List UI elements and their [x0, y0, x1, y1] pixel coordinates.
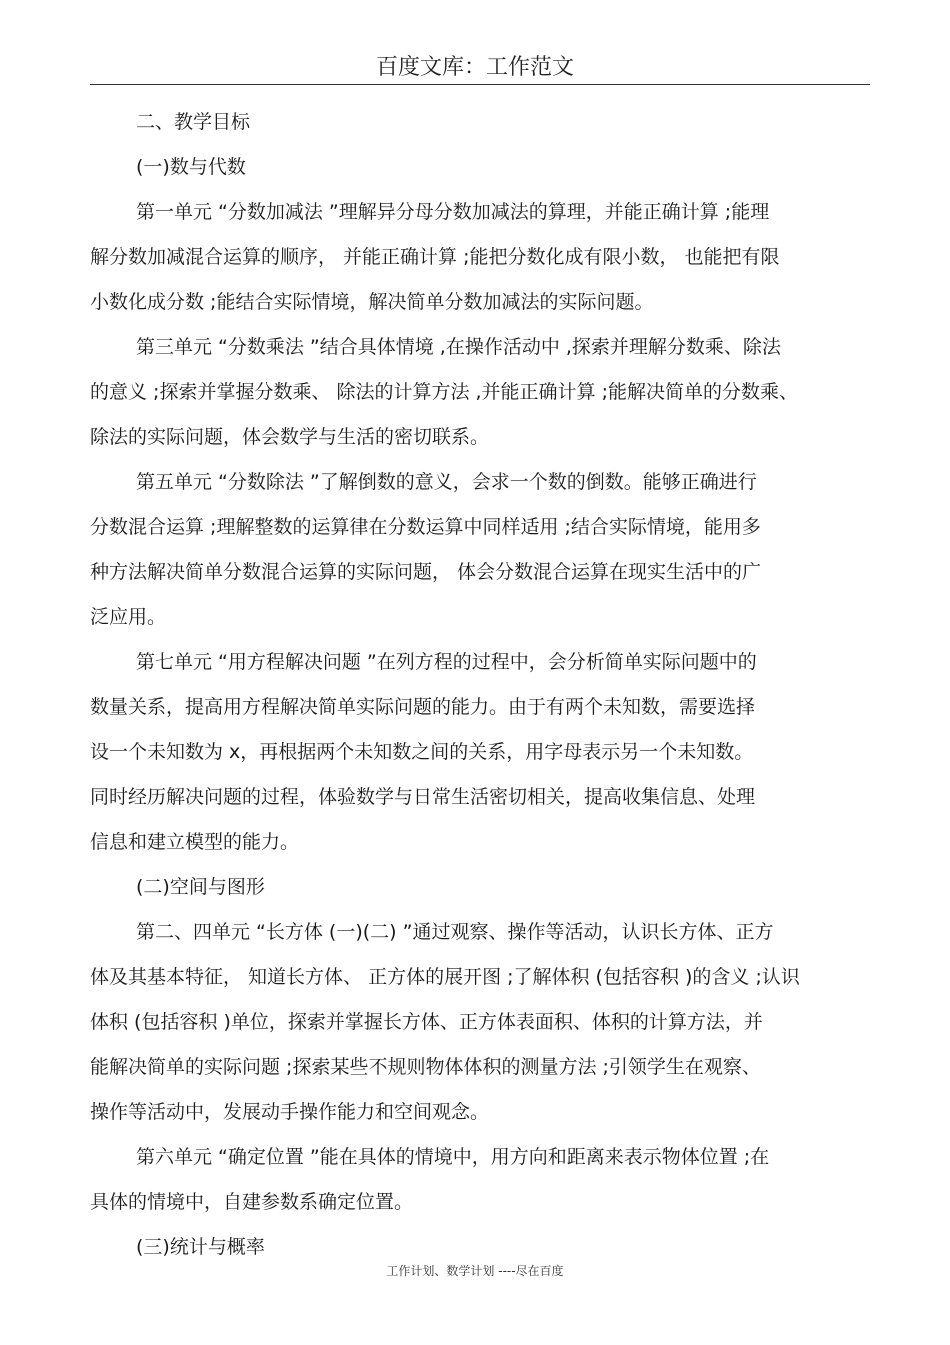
- paragraph-line: 信息和建立模型的能力。: [90, 831, 300, 853]
- paragraph-line: 分数混合运算 ;理解整数的运算律在分数运算中同样适用 ;结合实际情境，能用多: [90, 516, 761, 538]
- paragraph-line: 设一个未知数为 x，再根据两个未知数之间的关系，用字母表示另一个未知数。: [90, 741, 754, 763]
- paragraph-line: 种方法解决简单分数混合运算的实际问题， 体会分数混合运算在现实生活中的广: [90, 561, 762, 583]
- paragraph-line: 第七单元 “用方程解决问题 ”在列方程的过程中，会分析简单实际问题中的: [136, 651, 757, 673]
- paragraph-line: 第二、四单元 “长方体 (一)(二) ”通过观察、操作等活动，认识长方体、正方: [136, 921, 774, 943]
- header-divider: [90, 84, 870, 85]
- paragraph-line: 数量关系，提高用方程解决简单实际问题的能力。由于有两个未知数，需要选择: [90, 696, 756, 718]
- paragraph-line: 小数化成分数 ;能结合实际情境，解决简单分数加减法的实际问题。: [90, 291, 654, 313]
- paragraph-line: 同时经历解决问题的过程，体验数学与日常生活密切相关，提高收集信息、处理: [90, 786, 756, 808]
- paragraph-line: 第五单元 “分数除法 ”了解倒数的意义，会求一个数的倒数。能够正确进行: [136, 471, 757, 493]
- section-heading: 二、教学目标: [136, 111, 251, 133]
- body-text: [90, 100, 875, 1270]
- subsection-heading: (二)空间与图形: [136, 876, 265, 898]
- page-header-title: 百度文库：工作范文: [375, 55, 574, 80]
- paragraph-line: 第六单元 “确定位置 ”能在具体的情境中，用方向和距离来表示物体位置 ;在: [136, 1146, 770, 1168]
- paragraph-line: 第三单元 “分数乘法 ”结合具体情境 ,在操作活动中 ,探索并理解分数乘、除法: [136, 336, 781, 358]
- page-footer: 工作计划、数学计划 ----尽在百度: [386, 1264, 564, 1278]
- paragraph-line: 体积 (包括容积 )单位，探索并掌握长方体、正方体表面积、体积的计算方法，并: [90, 1011, 763, 1033]
- paragraph-line: 的意义 ;探索并掌握分数乘、 除法的计算方法 ,并能正确计算 ;能解决简单的分数乘、: [90, 381, 799, 403]
- paragraph-line: 具体的情境中，自建参数系确定位置。: [90, 1191, 414, 1213]
- paragraph-line: 操作等活动中，发展动手操作能力和空间观念。: [90, 1101, 490, 1123]
- paragraph-line: 泛应用。: [90, 606, 167, 628]
- paragraph-line: 解分数加减混合运算的顺序， 并能正确计算 ;能把分数化成有限小数， 也能把有限: [90, 246, 780, 268]
- paragraph-line: 体及其基本特征， 知道长方体、 正方体的展开图 ;了解体积 (包括容积 )的含义 ;认识: [90, 966, 800, 988]
- subsection-heading: (三)统计与概率: [136, 1236, 265, 1258]
- paragraph-line: 第一单元 “分数加减法 ”理解异分母分数加减法的算理，并能正确计算 ;能理: [136, 201, 770, 223]
- paragraph-line: 除法的实际问题，体会数学与生活的密切联系。: [90, 426, 490, 448]
- subsection-heading: (一)数与代数: [136, 156, 246, 178]
- paragraph-line: 能解决简单的实际问题 ;探索某些不规则物体体积的测量方法 ;引领学生在观察、: [90, 1056, 761, 1078]
